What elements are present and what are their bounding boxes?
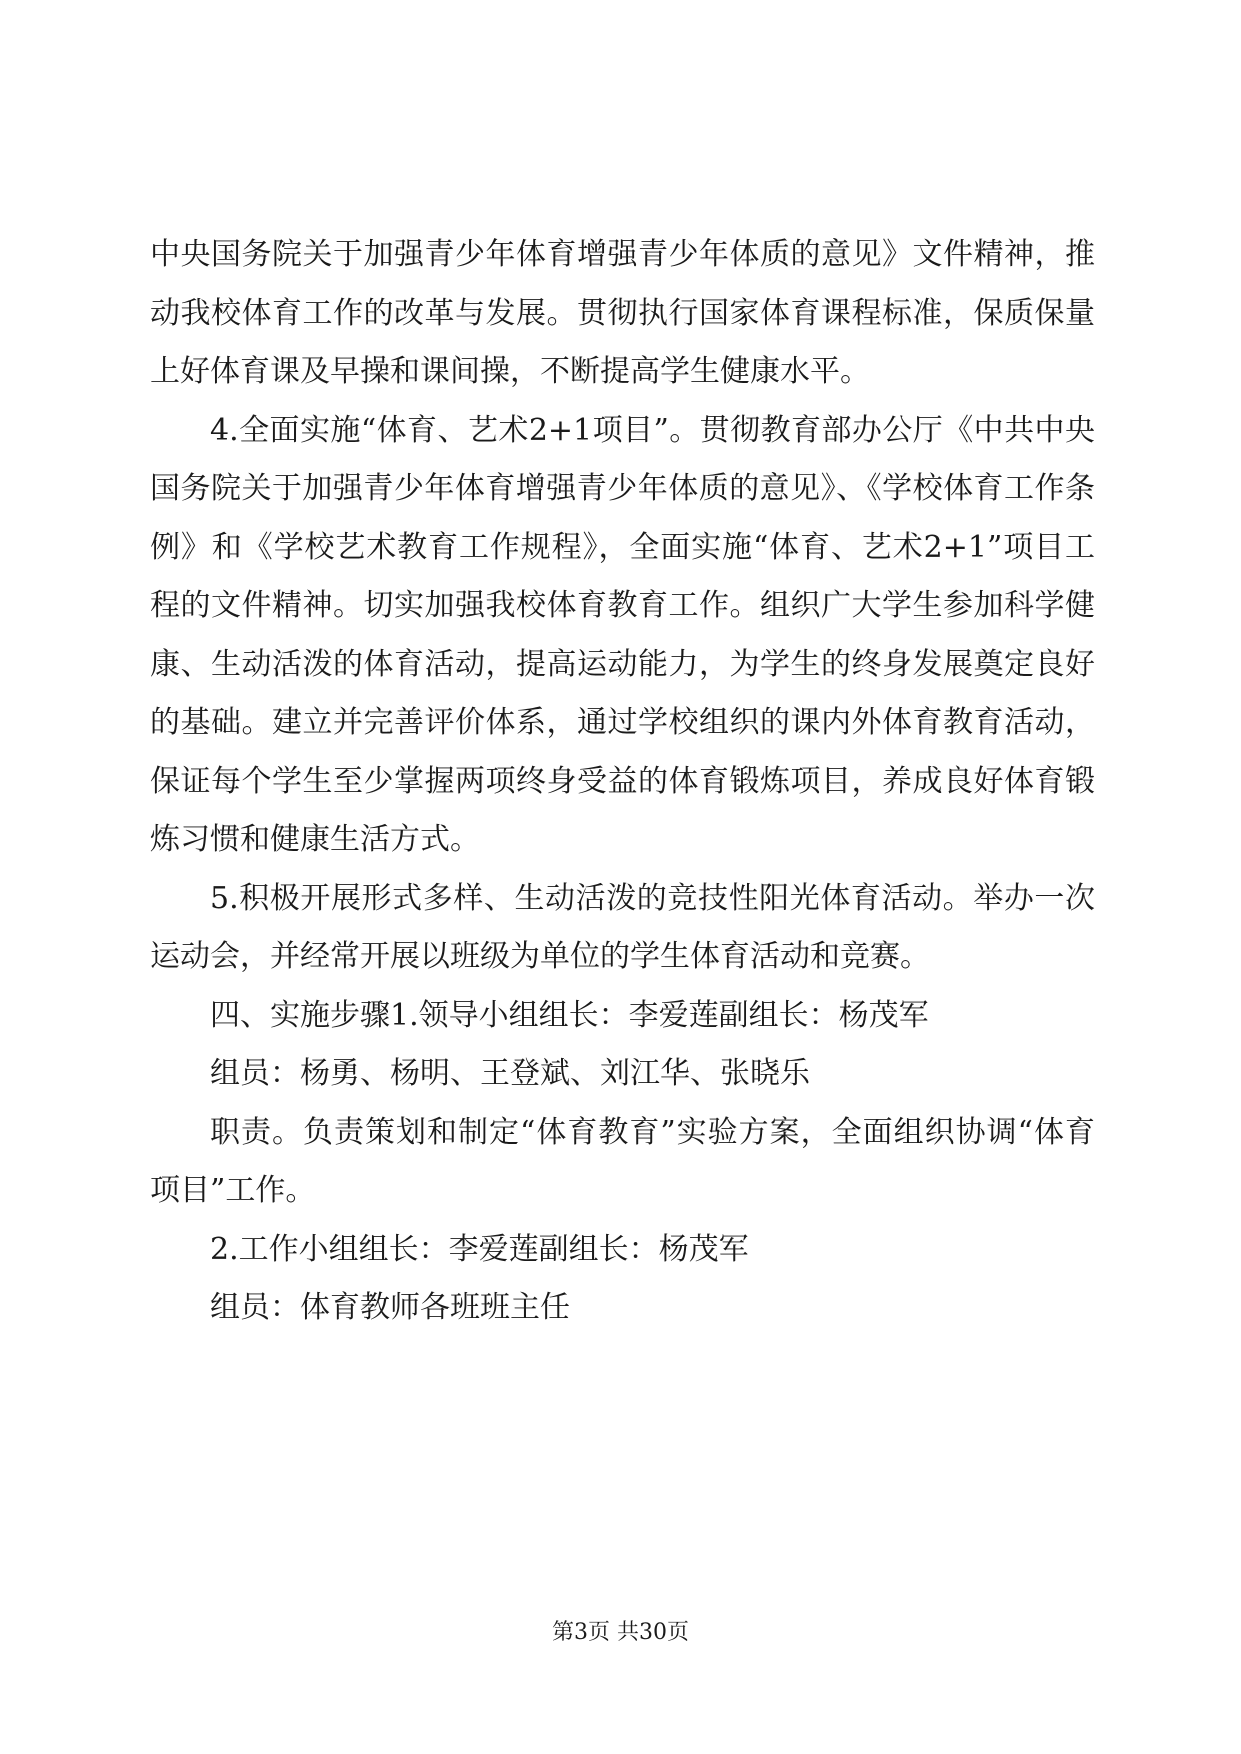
page-footer: 第3页 共30页	[552, 1620, 689, 1645]
paragraph-continuation: 中央国务院关于加强青少年体育增强青少年体质的意见》文件精神，推动我校体育工作的改革与发展。贯彻执行国家体育课程标准，保质保量上好体育课及早操和课间操，不断提高学生健康水平。	[150, 237, 1095, 389]
document-body	[150, 226, 1095, 1338]
paragraph-responsibilities: 职责。负责策划和制定“体育教育”实验方案，全面组织协调“体育项目”工作。	[150, 1114, 1095, 1208]
paragraph-leadership-members: 组员：杨勇、杨明、王登斌、刘江华、张晓乐	[210, 1056, 810, 1091]
paragraph-item-5: 5.积极开展形式多样、生动活泼的竞技性阳光体育活动。举办一次运动会，并经常开展以班级为单位的学生体育活动和竞赛。	[150, 880, 1095, 974]
paragraph-work-group-members: 组员：体育教师各班班主任	[210, 1290, 570, 1325]
paragraph-item-4: 4.全面实施“体育、艺术2+1项目”。贯彻教育部办公厅《中共中央国务院关于加强青少年体育增强青少年体质的意见》、《学校体育工作条例》和《学校艺术教育工作规程》，全面实施“体育、艺术2+1”项目工程的文件精神。切实加强我校体育教育工作。组织广大学生参加科学健康、生动活泼的体育活动，提高运动能力，为学生的终身发展奠定良好的基础。建立并完善评价体系，通过学校组织的课内外体育教育活动，保证每个学生至少掌握两项终身受益的体育锻炼项目，养成良好体育锻炼习惯和健康生活方式。	[150, 412, 1095, 857]
paragraph-section-4-leadership: 四、实施步骤1.领导小组组长：李爱莲副组长：杨茂军	[210, 997, 929, 1033]
paragraph-work-group: 2.工作小组组长：李爱莲副组长：杨茂军	[210, 1231, 749, 1267]
